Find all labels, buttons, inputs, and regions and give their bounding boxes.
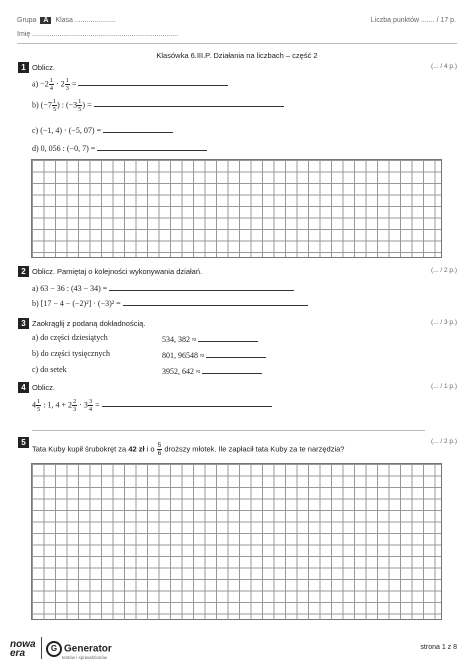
task-5-number: 5 (18, 437, 29, 448)
task-3c-value (162, 365, 262, 376)
value: 801, 96548 ≈ (162, 351, 205, 360)
answer-line[interactable] (123, 297, 308, 306)
item-label: c) do setek (32, 365, 67, 374)
answer-line[interactable] (78, 77, 228, 86)
text-part: i o (144, 444, 157, 454)
fraction: $\frac{1}{5}$ (52, 98, 57, 113)
expr-part: 4 (32, 400, 36, 410)
task-1a (32, 77, 228, 92)
fraction: $\frac{1}{3}$ (65, 77, 69, 92)
task-1-number: 1 (18, 62, 29, 73)
task-4-text: Oblicz. (32, 383, 55, 392)
task-3-number: 3 (18, 318, 29, 329)
task-1-work-grid[interactable] (31, 159, 442, 258)
task-4-points: (... / 1 p.) (430, 383, 457, 390)
expr-part: : 1, 4 + 2 (41, 400, 72, 410)
expr-part: = (69, 79, 77, 89)
answer-line[interactable] (206, 349, 266, 358)
klasa-label: Klasa ..................... (55, 17, 116, 24)
task-2-points: (... / 2 p.) (430, 267, 457, 274)
grupa-value: A (40, 17, 51, 24)
fraction: $\frac{1}{5}$ (37, 398, 41, 413)
task-3b-value (162, 349, 266, 360)
answer-line[interactable] (202, 365, 262, 374)
expr-part: · 2 (53, 79, 65, 89)
task-1-text: Oblicz. (32, 63, 55, 72)
task-3b (32, 349, 110, 358)
item-label: b) do części tysięcznych (32, 349, 110, 358)
item-label: d) (32, 144, 39, 153)
task-4-expr (32, 398, 272, 413)
item-label: b) (32, 100, 39, 110)
expr-part: = (93, 400, 100, 410)
fraction: $\frac{1}{4}$ (49, 77, 53, 92)
nowa-era-logo: nowa era (10, 639, 36, 659)
task-4-number: 4 (18, 382, 29, 393)
fraction: $\frac{5}{6}$ (157, 442, 162, 457)
item-label: a) (32, 79, 39, 89)
generator-label: Generator (64, 643, 112, 655)
task-5-work-grid[interactable] (31, 463, 442, 620)
text-part: droższy młotek. Ile zapłacił tata Kuby za te narzędzia? (162, 444, 345, 454)
task-4-divider (32, 430, 425, 431)
task-2a (32, 282, 294, 293)
task-1b (32, 98, 284, 113)
answer-line[interactable] (103, 124, 173, 133)
task-3c (32, 365, 67, 374)
answer-line[interactable] (94, 98, 284, 107)
text-part: Tata Kuby kupił śrubokręt za (32, 444, 129, 454)
task-3a (32, 333, 108, 342)
points-total: Liczba punktów ....... / 17 p. (370, 17, 456, 24)
imie-label: Imię ........................................................................... (17, 31, 179, 38)
fraction: $\frac{3}{4}$ (88, 398, 93, 413)
task-2-number: 2 (18, 266, 29, 277)
task-3a-value (162, 333, 258, 344)
fraction: $\frac{2}{3}$ (72, 398, 77, 413)
value: 3952, 642 ≈ (162, 367, 201, 376)
task-2-text: Oblicz. Pamiętaj o kolejności wykonywania działań. (32, 267, 203, 276)
item-label: a) do części dziesiątych (32, 333, 108, 342)
fraction: $\frac{1}{5}$ (78, 98, 82, 113)
expr: [17 − 4 − (−2)²] · (−3)² = (40, 299, 121, 308)
task-5-points: (... / 2 p.) (430, 438, 457, 445)
task-3-points: (... / 3 p.) (430, 319, 457, 326)
task-3-text: Zaokrąglij z podaną dokładnością. (32, 319, 146, 328)
answer-line[interactable] (97, 142, 207, 151)
item-label: b) (32, 299, 39, 308)
header-divider (17, 43, 457, 44)
grupa-label: Grupa (17, 17, 37, 24)
expr-part: −2 (40, 79, 49, 89)
task-1-points: (... / 4 p.) (430, 63, 457, 70)
expr: 63 − 36 : (43 − 34) = (40, 284, 108, 293)
answer-line[interactable] (102, 398, 272, 407)
expr-part: (−7 (40, 100, 52, 110)
price: 42 zł (128, 444, 145, 454)
value: 534, 382 ≈ (162, 335, 197, 344)
expr-part: · 3 (77, 400, 88, 410)
page-number: strona 1 z 8 (420, 644, 457, 651)
task-5-text (32, 442, 344, 457)
item-label: a) (32, 284, 39, 293)
answer-line[interactable] (198, 333, 258, 342)
expr-part: ) = (82, 100, 92, 110)
expr-part: ) : (−3 (57, 100, 78, 110)
footer-separator (41, 637, 42, 659)
page-title: Klasówka 6.III.P. Działania na liczbach – część 2 (156, 51, 318, 60)
answer-line[interactable] (109, 282, 294, 291)
header-grupa (17, 17, 116, 24)
task-1c (32, 124, 173, 135)
task-1d (32, 142, 207, 153)
generator-g-icon: G (46, 641, 62, 657)
task-2b (32, 297, 308, 308)
expr: (−1, 4) · (−5, 07) = (40, 126, 102, 135)
item-label: c) (32, 126, 39, 135)
generator-subtitle: testów i sprawdzianów (62, 655, 108, 660)
expr: 0, 056 : (−0, 7) = (40, 144, 96, 153)
